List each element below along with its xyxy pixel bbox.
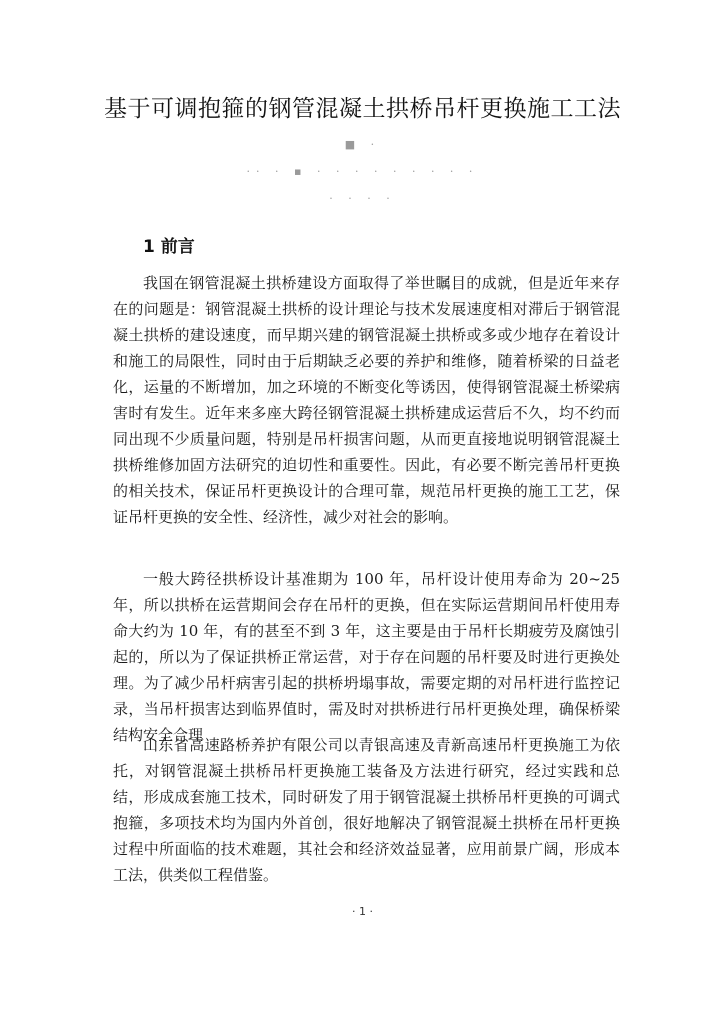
affiliation-line: ·· · ▪ · · · · · · · · · [246, 165, 479, 178]
paragraph-1: 我国在钢管混凝土拱桥建设方面取得了举世瞩目的成就，但是近年来存在的问题是：钢管混凝土拱桥的设计理论与技术发展速度相对滞后于钢管混凝土拱桥的建设速度，而早期兴建的钢管混凝土拱桥或多或少地存在着设计和施工的局限性，同时由于后期缺乏必要的养护和维修，随着桥梁的日益老化，运量的不断增加，加之环境的不断变化等诱因，使得钢管混凝土桥梁病害时有发生。近年来多座大跨径钢管混凝土拱桥建成运营后不久，均不约而同出现不少质量问题，特别是吊杆损害问题，从而更直接地说明钢管混凝土拱桥维修加固方法研究的迫切性和重要性。因此，有必要不断完善吊杆更换的相关技术，保证吊杆更换设计的合理可靠，规范吊杆更换的施工工艺，保证吊杆更换的安全性、经济性，减少对社会的影响。 [113, 274, 620, 526]
paragraph-2: 一般大跨径拱桥设计基准期为 100 年，吊杆设计使用寿命为 20~25 年，所以拱桥在运营期间会存在吊杆的更换，但在实际运营期间吊杆使用寿命大约为 10 年，有的甚至不到 3 年，这主要是由于吊杆长期疲劳及腐蚀引起的，所以为了保证拱桥正常运营，对于存在问题的吊杆要及时进行更换处理。为了减少吊杆病害引起的拱桥坍塌事故，需要定期的对吊杆进行监控记录，当吊杆损害达到临界值时，需及时对拱桥进行吊杆更换处理，确保桥梁结构安全合理 [113, 570, 620, 744]
author-line: ■ · [344, 138, 381, 151]
page-number: · 1 · [352, 905, 373, 918]
document-title: 基于可调抱箍的钢管混凝土拱桥吊杆更换施工工法 [104, 96, 621, 122]
paragraph-3: 山东省高速路桥养护有限公司以青银高速及青新高速吊杆更换施工为依托，对钢管混凝土拱桥吊杆更换施工装备及方法进行研究，经过实践和总结，形成成套施工技术，同时研发了用于钢管混凝土拱桥吊杆更换的可调式抱箍，多项技术均为国内外首创，很好地解决了钢管混凝土拱桥在吊杆更换过程中所面临的技术难题，其社会和经济效益显著，应用前景广阔，形成本工法，供类似工程借鉴。 [113, 736, 620, 884]
address-line: · · · · [329, 192, 396, 205]
section-heading: 1 前言 [143, 237, 195, 257]
